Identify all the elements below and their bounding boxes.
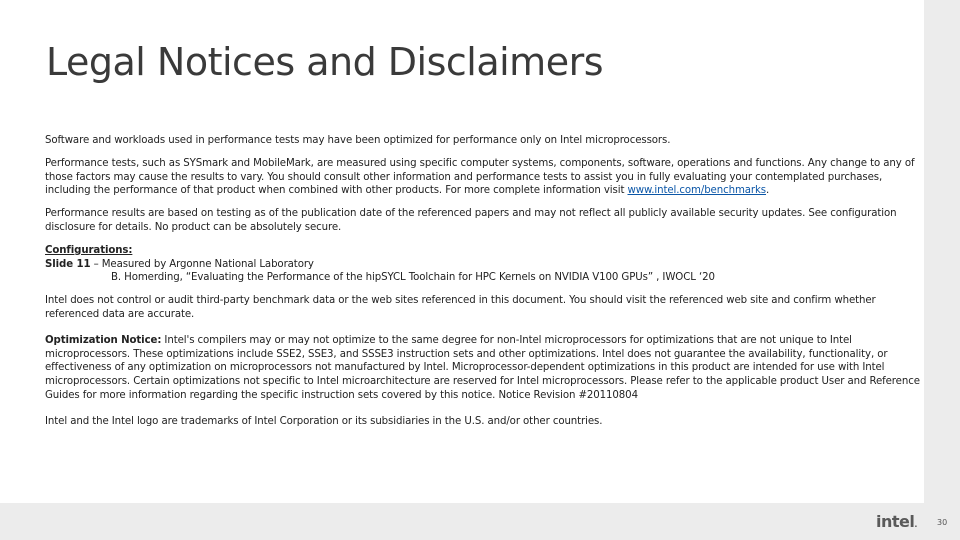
paragraph-performance-results: Performance results are based on testing as of the publication date of the referenced papers and may not reflect all publicly available security updates. See configuration disclosure for details. No product can be absolutely secure. [45, 208, 897, 233]
paragraph-trademarks: Intel and the Intel logo are trademarks of Intel Corporation or its subsidiaries in the U.S. and/or other countries. [45, 415, 603, 427]
legal-content [45, 134, 921, 438]
intel-logo [876, 512, 917, 531]
page-number: 30 [937, 518, 948, 527]
config-slide-text: – Measured by Argonne National Laboratory [90, 258, 314, 270]
benchmarks-link[interactable]: www.intel.com/benchmarks [627, 185, 767, 197]
optimization-notice [45, 334, 921, 403]
config-reference: B. Homerding, “Evaluating the Performance of the hipSYCL Toolchain for HPC Kernels on NVIDIA V100 GPUs” , IWOCL ‘20 [111, 272, 715, 284]
intel-logo-text: intel [876, 512, 915, 531]
page-title: Legal Notices and Disclaimers [46, 40, 604, 84]
performance-tests-text: Performance tests, such as SYSmark and MobileMark, are measured using specific computer systems, components, software, operations and functions. Any change to any of those factors may cause the results to vary. You should consult other information and performance tests to assist you in fully evaluating your contemplated purchases, including the performance of that product when combined with other products. For more complete information visit [45, 157, 915, 197]
configurations-block [45, 244, 921, 285]
paragraph-optimization-disclaimer: Software and workloads used in performance tests may have been optimized for performance only on Intel microprocessors. [45, 135, 671, 146]
footer-bar [0, 503, 960, 540]
performance-tests-end: . [766, 185, 770, 197]
configurations-heading: Configurations: [45, 244, 133, 256]
right-side-band [924, 0, 960, 540]
optimization-notice-text: Intel's compilers may or may not optimize to the same degree for non-Intel microprocessors for optimizations that are not unique to Intel microprocessors. These optimizations include SSE2, SSE3, and SSSE3 instruction sets and other optimizations. Intel does not guarantee the availability, functionality, or effectiveness of any optimization on microprocessors not manufactured by Intel. Microprocessor-dependent optimizations in this product are intended for use with Intel microprocessors. Certain optimizations not specific to Intel microarchitecture are reserved for Intel microprocessors. Please refer to the applicable product User and Reference Guides for more information regarding the specific instruction sets covered by this notice. Notice Revision #20110804 [45, 334, 920, 401]
paragraph-performance-tests [45, 157, 921, 198]
config-slide-label: Slide 11 [45, 258, 91, 270]
optimization-notice-label: Optimization Notice: [45, 334, 162, 346]
intel-logo-dot: . [914, 520, 917, 529]
paragraph-third-party: Intel does not control or audit third-party benchmark data or the web sites referenced in this document. You should visit the referenced web site and confirm whether referenced data are accurate. [45, 295, 876, 320]
